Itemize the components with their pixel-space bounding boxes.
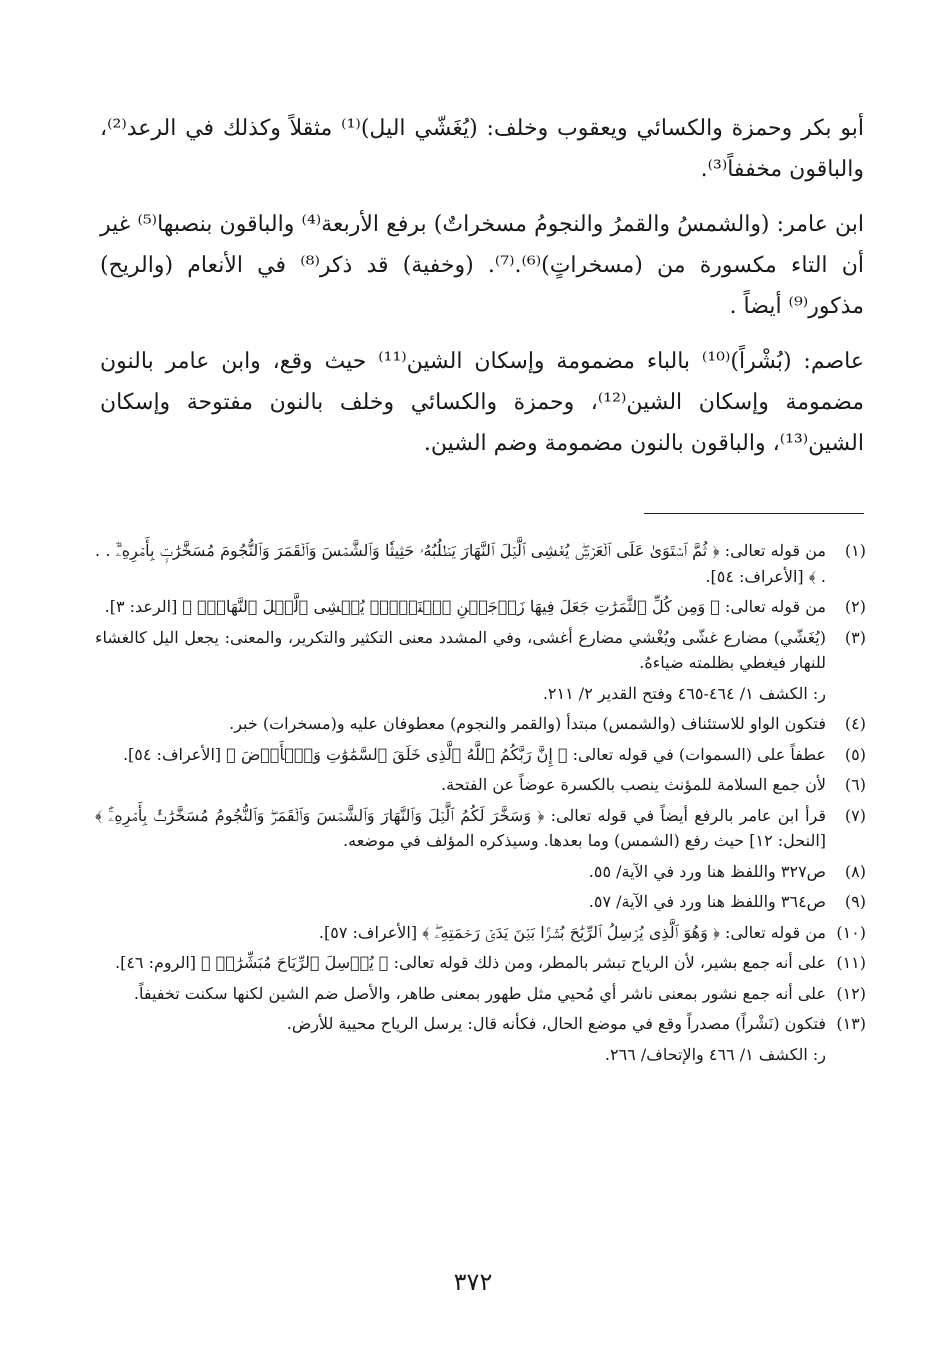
footnote-number: (٩)	[844, 892, 866, 911]
footnote	[95, 538, 866, 589]
footnote-text: ص٣٢٧ واللفظ هنا ورد في الآية/ ٥٥.	[588, 861, 826, 881]
page-number: ٣٧٢	[453, 1268, 493, 1296]
footnote	[95, 625, 866, 676]
footnote-number: (٧)	[844, 805, 866, 825]
footnote-text: لأن جمع السلامة للمؤنث ينصب بالكسرة عوضاً عن الفتحة.	[441, 775, 826, 794]
footnote-number: (٢)	[844, 597, 866, 616]
footnote-text: من قوله تعالى: ﴿ وَمِن كُلِّ ٱلثَّمَرَٰتِ جَعَلَ فِيهَا زَوۡجَيۡنِ ٱثۡنَيۡنِۖ يُغۡشِى ٱلَّيۡلَ ٱلنَّهَارَۚ ﴾ [الرعد: ٣].	[104, 597, 826, 616]
paragraph: عاصم: (بُشْراً)⁽¹⁰⁾ بالباء مضمومة وإسكان الشين⁽¹¹⁾ حيث وقع، وابن عامر بالنون مضمومة وإسكان الشين⁽¹²⁾، وحمزة والكسائي وخلف بالنون مفتوحة وإسكان الشين⁽¹³⁾، والباقون بالنون مضمومة وضم الشين.	[100, 349, 864, 456]
footnote-number: (١٢)	[836, 983, 866, 1003]
footnote-text: على أنه جمع بشير، لأن الرياح تبشر بالمطر، ومن ذلك قوله تعالى: ﴿ يُرۡسِلَ ٱلرِّيَاحَ مُبَشِّرَٰتٖ ﴾ [الروم: ٤٦].	[115, 953, 826, 972]
footnote-number: (١٣)	[836, 1014, 866, 1033]
footnote	[95, 859, 866, 885]
footnote-text: من قوله تعالى: ﴿ وَهُوَ ٱلَّذِى يُرۡسِلُ ٱلرِّيَٰحَ بُشۡرَۢا بَيۡنَ يَدَىۡ رَحۡمَتِهِۦۖ ﴾ [الأعراف: ٥٧].	[318, 922, 826, 942]
footnote-number: (١٠)	[836, 922, 866, 942]
footnote-text: (يُغَشّي) مضارع غشّى ويُغْشي مضارع أغشى، وفي المشدد معنى التكثير والتكرير، والمعنى: يجعل اليل كالغشاء للنهار فيغطي بظلمته ضياءهُ.	[95, 627, 826, 672]
footnote-text: ر: الكشف ١/ ٤٦٤-٤٦٥ وفتح القدير ٢/ ٢١١.	[542, 683, 826, 703]
footnote	[95, 772, 866, 798]
footnote-number	[826, 1042, 866, 1068]
footnote-number: (١١)	[836, 953, 866, 972]
footnote-text: قرأ ابن عامر بالرفع أيضاً في قوله تعالى: ﴿ وَسَخَّرَ لَكُمُ ٱلَّيۡلَ وَٱلنَّهَارَ وَٱلشَّمۡسَ وَٱلۡقَمَرَۖ وَٱلنُّجُومُ مُسَخَّرَٰتُۢ بِأَمۡرِهِۦٓۚ ﴾ [النحل: ١٢] حيث رفع (الشمس) وما بعدها. وسيذكره المؤلف في موضعه.	[95, 805, 826, 850]
footnote-number	[826, 681, 866, 707]
footnote-number: (٤)	[844, 714, 866, 733]
footnote-reference	[95, 681, 866, 707]
footnote-text: فتكون (نَشْراً) مصدراً وقع في موضع الحال، فكأنه قال: يرسل الرياح محيية للأرض.	[286, 1014, 826, 1033]
paragraph: ابن عامر: (والشمسُ والقمرُ والنجومُ مسخراتٌ) برفع الأربعة⁽⁴⁾ والباقون بنصبها⁽⁵⁾ غير أن التاء مكسورة من (مسخراتٍ)⁽⁶⁾.⁽⁷⁾. (وخفية) قد ذكر⁽⁸⁾ في الأنعام (والريح) مذكور⁽⁹⁾ أيضاً .	[100, 212, 864, 319]
footnote-text: ر: الكشف ١/ ٤٦٦ والإتحاف/ ٢٦٦.	[604, 1044, 826, 1064]
footnote	[95, 803, 866, 854]
footnote-text: ص٣٦٤ واللفظ هنا ورد في الآية/ ٥٧.	[588, 892, 826, 911]
footnote-number: (٨)	[844, 861, 866, 881]
footnote-number: (١)	[844, 541, 866, 560]
footnote	[95, 742, 866, 768]
footnote-number: (٦)	[844, 775, 866, 794]
footnotes	[95, 538, 866, 1072]
footnote-number: (٣)	[844, 627, 866, 647]
footnote	[95, 711, 866, 737]
main-text	[100, 108, 864, 478]
footnote	[95, 1011, 866, 1037]
footnote-text: عطفاً على (السموات) في قوله تعالى: ﴿ إِنَّ رَبَّكُمُ ٱللَّهُ ٱلَّذِى خَلَقَ ٱلسَّمَٰوَٰتِ وَٱلۡأَرۡضَ ﴾ [الأعراف: ٥٤].	[122, 744, 826, 764]
footnote	[95, 950, 866, 976]
footnote-reference	[95, 1042, 866, 1068]
footnote-text: على أنه جمع نشور بمعنى ناشر أي مُحيي مثل طهور بمعنى طاهر، والأصل ضم الشين لكنها سكنت تخفيفاً.	[133, 983, 826, 1003]
paragraph: أبو بكر وحمزة والكسائي ويعقوب وخلف: (يُغَشّي اليل)⁽¹⁾ مثقلاً وكذلك في الرعد⁽²⁾، والباقون مخففاً⁽³⁾.	[100, 116, 864, 182]
footnote-separator	[644, 513, 864, 514]
footnote-text: فتكون الواو للاستئناف (والشمس) مبتدأ (والقمر والنجوم) معطوفان عليه و(مسخرات) خبر.	[229, 714, 826, 733]
footnote	[95, 920, 866, 946]
footnote	[95, 981, 866, 1007]
footnote	[95, 889, 866, 915]
footnote-number: (٥)	[844, 744, 866, 764]
footnote	[95, 594, 866, 620]
footnote-text: من قوله تعالى: ﴿ ثُمَّ ٱسۡتَوَىٰ عَلَى ٱلۡعَرۡشِۖ يُغۡشِى ٱلَّيۡلَ ٱلنَّهَارَ يَطۡلُبُهُۥ حَثِيثٗا وَٱلشَّمۡسَ وَٱلۡقَمَرَ وَٱلنُّجُومَ مُسَخَّرَٰتِۭ بِأَمۡرِهِۦٓۗ . . . ﴾ [الأعراف: ٥٤].	[95, 541, 826, 586]
